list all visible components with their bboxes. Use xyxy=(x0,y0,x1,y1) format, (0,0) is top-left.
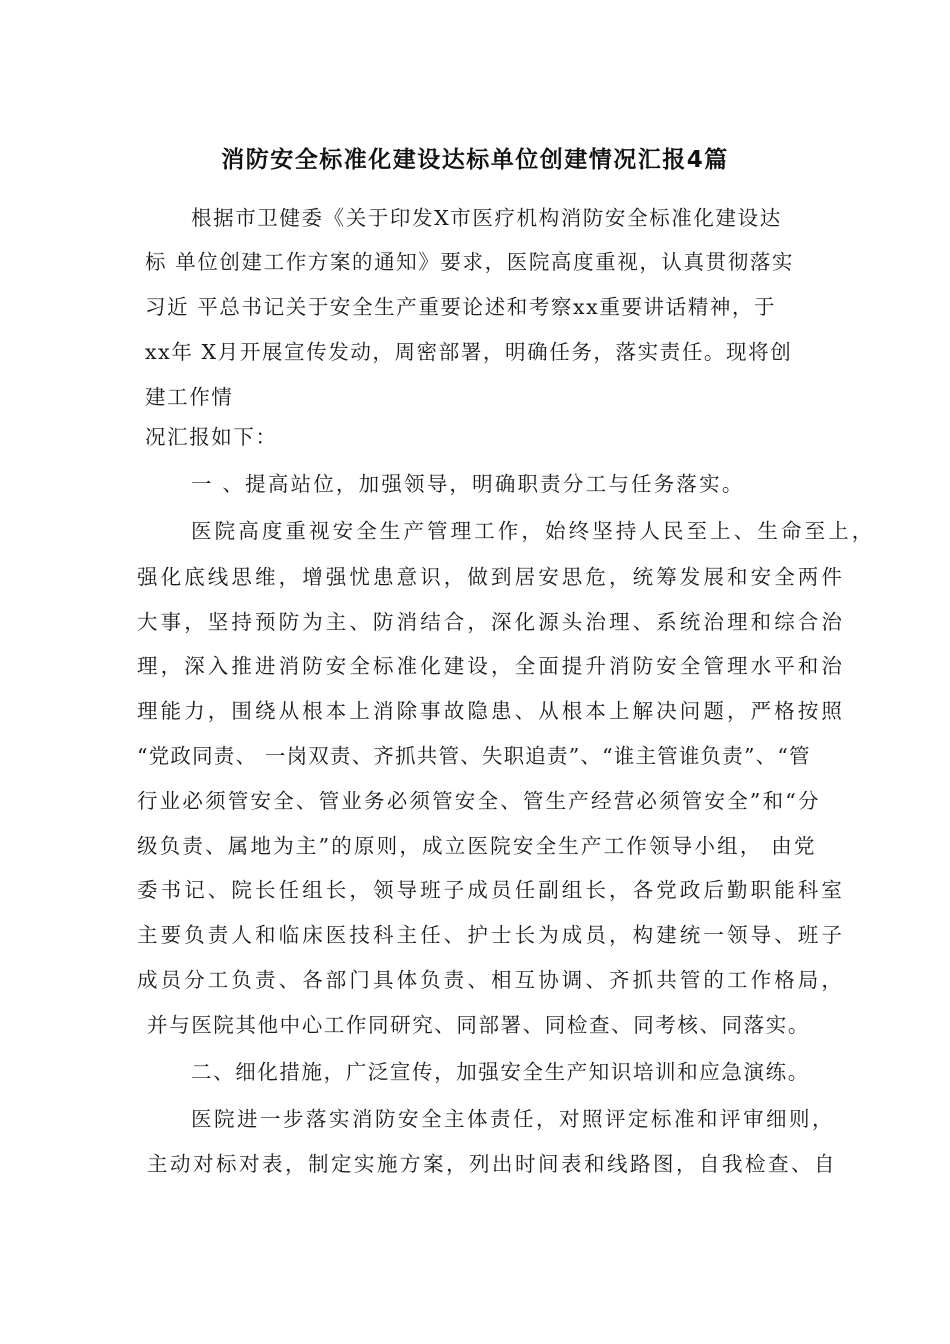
paragraph-line: 况汇报如下： xyxy=(145,425,278,449)
paragraph-line: 医院进一步落实消防安全主体责任，对照评定标准和评审细则， xyxy=(191,1107,835,1131)
paragraph-line: 建工作情 xyxy=(145,385,234,409)
document-title: 消防安全标准化建设达标单位创建情况汇报4篇 xyxy=(221,147,729,173)
paragraph-line: 委书记、院长任组长，领导班子成员任副组长，各党政后勤职能科室 xyxy=(137,878,845,902)
section-heading: 一 、提高站位，加强领导，明确职责分工与任务落实。 xyxy=(191,472,745,496)
paragraph-line: 习近 平总书记关于安全生产重要论述和考察xx重要讲话精神，于 xyxy=(145,295,777,319)
paragraph-line: xx年 X月开展宣传发动，周密部署，明确任务，落实责任。现将创 xyxy=(145,340,793,364)
paragraph-line: 根据市卫健委《关于印发X市医疗机构消防安全标准化建设达 xyxy=(191,206,782,230)
paragraph-line: 强化底线思维，增强忧患意识，做到居安思危，统筹发展和安全两件 xyxy=(137,565,845,589)
section-heading: 二、细化措施，广泛宣传，加强安全生产知识培训和应急演练。 xyxy=(191,1060,810,1084)
paragraph-line: 理，深入推进消防安全标准化建设，全面提升消防安全管理水平和治 xyxy=(137,654,845,678)
paragraph-line: 行业必须管安全、管业务必须管安全、管生产经营必须管安全”和“分 xyxy=(137,789,821,813)
paragraph-line: 标 单位创建工作方案的通知》要求，医院高度重视，认真贯彻落实 xyxy=(145,250,795,274)
paragraph-line: 主要负责人和临床医技科主任、护士长为成员，构建统一领导、班子 xyxy=(137,923,845,947)
paragraph-line: 大事，坚持预防为主、防消结合，深化源头治理、系统治理和综合治 xyxy=(137,610,845,634)
paragraph-line: 级负责、属地为主”的原则，成立医院安全生产工作领导小组， 由党 xyxy=(137,834,817,858)
paragraph-line: 理能力，围绕从根本上消除事故隐患、从根本上解决问题，严格按照 xyxy=(137,699,845,723)
paragraph-line: 并与医院其他中心工作同研究、同部署、同检查、同考核、同落实。 xyxy=(147,1013,810,1037)
paragraph-line: 主动对标对表，制定实施方案，列出时间表和线路图，自我检查、自 xyxy=(147,1152,837,1176)
paragraph-line: “党政同责、 一岗双责、齐抓共管、失职追责”、“谁主管谁负责”、“管 xyxy=(137,744,811,768)
paragraph-line: 成员分工负责、各部门具体负责、相互协调、齐抓共管的工作格局， xyxy=(137,968,845,992)
paragraph-line: 医院高度重视安全生产管理工作，始终坚持人民至上、生命至上， xyxy=(191,519,876,543)
